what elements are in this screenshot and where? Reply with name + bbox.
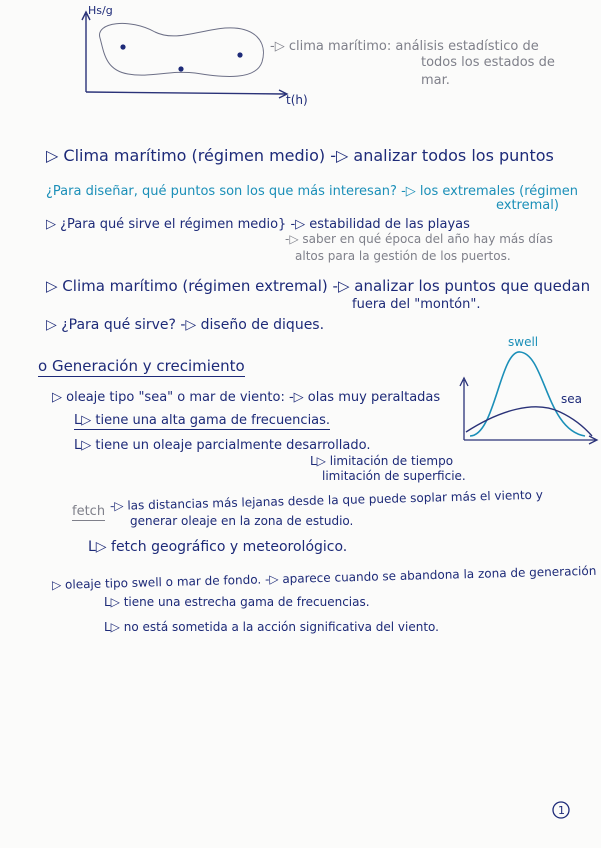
- fetch-line-2: generar oleaje en la zona de estudio.: [130, 514, 354, 528]
- graph-1-caption-line-1: -▷ clima marítimo: análisis estadístico de: [270, 39, 539, 54]
- graph-1-caption-line-2: todos los estados de: [421, 55, 555, 70]
- line-diques: ▷ ¿Para qué sirve? -▷ diseño de diques.: [46, 317, 325, 333]
- fetch-word-text: fetch: [72, 504, 106, 519]
- question-disenar-line-2: extremal): [496, 198, 559, 213]
- sea-line-5: limitación de superficie.: [322, 469, 466, 483]
- graph-1-x-label: t(h): [286, 93, 308, 107]
- graph-1-y-label: Hs/g: [88, 4, 113, 17]
- swell-line-1: ▷ oleaje tipo swell o mar de fondo. -▷ aparece cuando se abandona la zona de generación: [51, 563, 597, 592]
- page-number: 1: [558, 804, 565, 817]
- question-sirve-line-3: altos para la gestión de los puertos.: [295, 249, 511, 263]
- question-sirve-line-1: ▷ ¿Para qué sirve el régimen medio} -▷ estabilidad de las playas: [46, 217, 470, 232]
- line-clima-medio: ▷ Clima marítimo (régimen medio) -▷ analizar todos los puntos: [46, 146, 554, 165]
- sea-line-2-text: L▷ tiene una alta gama de frecuencias.: [74, 413, 331, 428]
- sea-line-3: L▷ tiene un oleaje parcialmente desarrollado.: [74, 438, 371, 453]
- line-extremal-2: fuera del "montón".: [352, 297, 481, 312]
- graph-2-label-swell: swell: [508, 335, 539, 349]
- sea-line-4: L▷ limitación de tiempo: [310, 454, 454, 468]
- heading-generacion-text: o Generación y crecimiento: [38, 357, 245, 375]
- fetch-line-1: -▷ las distancias más lejanas desde la que puede soplar más el viento y: [109, 487, 544, 513]
- sea-line-1: ▷ oleaje tipo "sea" o mar de viento: -▷ olas muy peraltadas: [52, 390, 441, 405]
- line-extremal-1: ▷ Clima marítimo (régimen extremal) -▷ analizar los puntos que quedan: [46, 277, 591, 295]
- swell-line-2: L▷ tiene una estrecha gama de frecuencias.: [104, 595, 370, 609]
- graph-2-label-sea: sea: [561, 392, 582, 406]
- swell-line-3: L▷ no está sometida a la acción significativa del viento.: [104, 620, 439, 634]
- question-sirve-line-2: -▷ saber en qué época del año hay más días: [285, 232, 553, 246]
- question-disenar-line-1: ¿Para diseñar, qué puntos son los que más interesan? -▷ los extremales (régimen: [46, 184, 579, 199]
- fetch-line-3: L▷ fetch geográfico y meteorológico.: [88, 539, 348, 555]
- graph-1-caption-line-3: mar.: [421, 73, 450, 88]
